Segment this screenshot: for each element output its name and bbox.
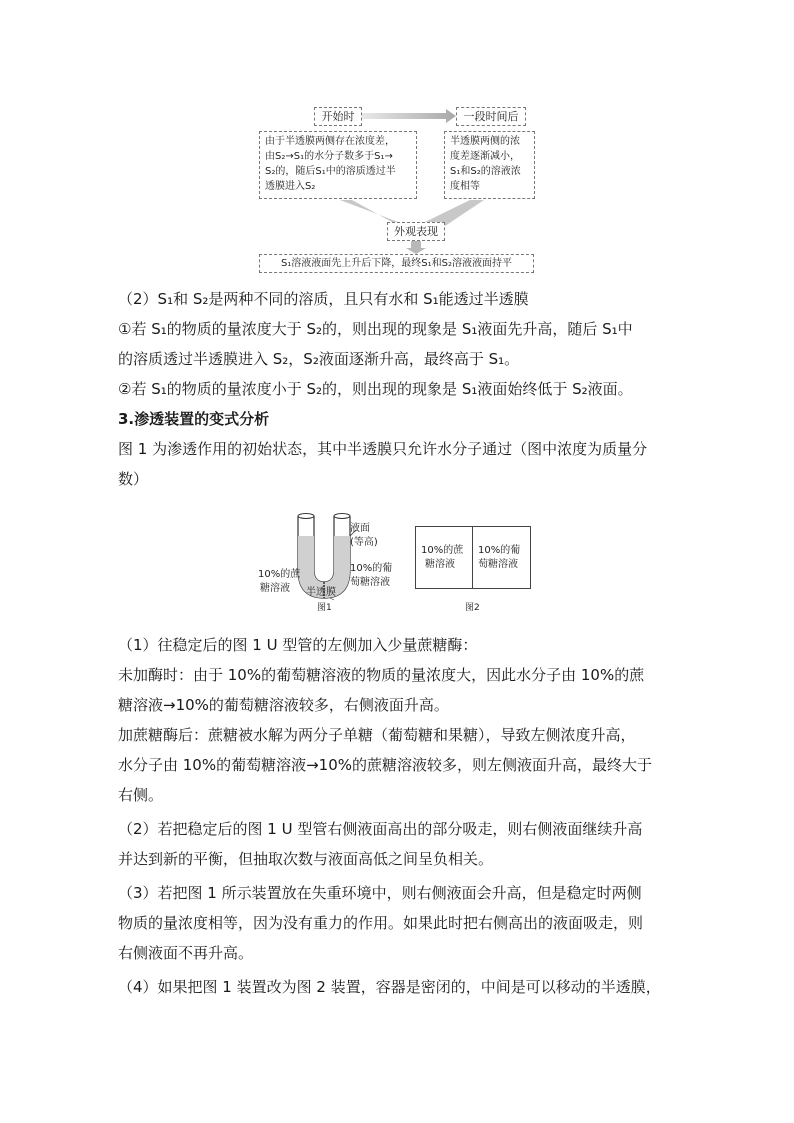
equal-height-label: (等高) — [350, 537, 378, 548]
section-heading: 3.渗透装置的变式分析 — [118, 410, 270, 428]
start-label: 开始时 — [314, 107, 362, 126]
paragraph-case-2: ②若 S₁的物质的量浓度小于 S₂的，则出现的现象是 S₁液面始终低于 S₂液面。 — [118, 380, 633, 398]
left-line-1: 由于半透膜两侧存在浓度差， — [265, 136, 395, 147]
paragraph-q4: （4）如果把图 1 装置改为图 2 装置，容器是密闭的，中间是可以移动的半透膜， — [118, 978, 661, 996]
membrane-label: 半透膜 — [306, 587, 336, 598]
right-solution-label-2: 萄糖溶液 — [350, 577, 390, 588]
paragraph-q1-c: 加蔗糖酶后：蔗糖被水解为两分子单糖（葡萄糖和果糖），导致左侧浓度升高， — [118, 726, 636, 744]
paragraph-q2-b: 并达到新的平衡，但抽取次数与液面高低之间呈负相关。 — [118, 850, 494, 868]
figure-1-caption: 图1 — [317, 603, 332, 613]
paragraph-q1-a: 未加酶时：由于 10%的葡萄糖溶液的物质的量浓度大，因此水分子由 10%的蔗 — [118, 666, 645, 684]
right-explanation-box — [444, 131, 535, 199]
paragraph-q3-c: 右侧液面不再升高。 — [118, 944, 254, 962]
right-line-2: 度差逐渐减小， — [450, 151, 520, 162]
box-right-label-1: 10%的葡 — [478, 545, 521, 556]
right-line-4: 度相等 — [450, 181, 480, 192]
paragraph-intro-a: 图 1 为渗透作用的初始状态，其中半透膜只允许水分子通过（图中浓度为质量分 — [118, 440, 648, 458]
paragraph-q1-e: 右侧。 — [118, 786, 164, 804]
figure-2-caption: 图2 — [465, 603, 480, 613]
result-box: S₁溶液液面先上升后下降，最终S₁和S₂溶液液面持平 — [259, 254, 534, 273]
box-right-label-2: 萄糖溶液 — [478, 559, 518, 570]
right-solution-label-1: 10%的葡 — [350, 563, 393, 574]
paragraph-2-header: （2）S₁和 S₂是两种不同的溶质，且只有水和 S₁能透过半透膜 — [118, 290, 529, 308]
left-line-4: 透膜进入S₂ — [265, 181, 316, 192]
paragraph-q1-b: 糖溶液→10%的葡萄糖溶液较多，右侧液面升高。 — [118, 696, 449, 714]
paragraph-case-1b: 的溶质透过半透膜进入 S₂，S₂液面逐渐升高，最终高于 S₁。 — [118, 350, 520, 368]
left-line-2: 由S₂→S₁的水分子数多于S₁→ — [265, 151, 393, 162]
paragraph-q1: （1）往稳定后的图 1 U 型管的左侧加入少量蔗糖酶： — [118, 636, 478, 654]
left-explanation-box — [259, 131, 417, 199]
paragraph-q3-b: 物质的量浓度相等，因为没有重力的作用。如果此时把右侧高出的液面吸走，则 — [118, 914, 644, 932]
paragraph-q2-a: （2）若把稳定后的图 1 U 型管右侧液面高出的部分吸走，则右侧液面继续升高 — [118, 820, 643, 838]
movable-membrane — [472, 526, 473, 589]
paragraph-q1-d: 水分子由 10%的葡萄糖溶液→10%的蔗糖溶液较多，则左侧液面升高，最终大于 — [118, 756, 653, 774]
paragraph-case-1a: ①若 S₁的物质的量浓度大于 S₂的，则出现的现象是 S₁液面先升高，随后 S₁中 — [118, 320, 633, 338]
right-line-1: 半透膜两侧的浓 — [450, 136, 520, 147]
liquid-level-label: 液面 — [350, 523, 370, 534]
paragraph-q3-a: （3）若把图 1 所示装置放在失重环境中，则右侧液面会升高，但是稳定时两侧 — [118, 884, 642, 902]
left-solution-label-1: 10%的蔗 — [258, 569, 301, 580]
box-left-label-1: 10%的蔗 — [421, 545, 464, 556]
left-solution-label-2: 糖溶液 — [260, 583, 290, 594]
appearance-label: 外观表现 — [387, 222, 445, 241]
left-line-3: S₂的，随后S₁中的溶质透过半 — [265, 166, 396, 177]
box-left-label-2: 糖溶液 — [425, 559, 455, 570]
paragraph-intro-b: 数） — [118, 470, 149, 488]
later-label: 一段时间后 — [456, 107, 526, 126]
right-line-3: S₁和S₂的溶液浓 — [450, 166, 521, 177]
